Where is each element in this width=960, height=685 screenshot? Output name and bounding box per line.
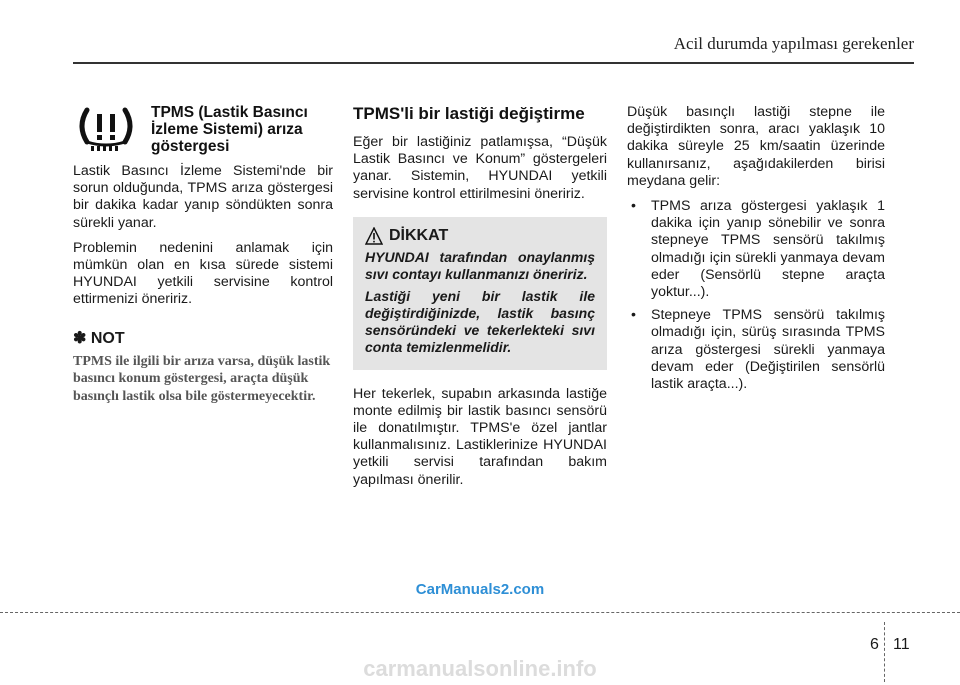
tire-change-paragraph-1: Eğer bir lastiğiniz patlamışsa, “Düşük Lastik Basıncı ve Konum” göstergeleri yanar. Sistemin, HYUNDAI yetkili servisine kontrol ettirilmesini öneririz. xyxy=(353,134,607,202)
tpms-warning-icon xyxy=(73,104,139,152)
column-left xyxy=(73,104,333,405)
caution-box xyxy=(353,217,607,370)
page-number: 11 xyxy=(893,636,910,653)
spare-bullet-list xyxy=(627,198,885,393)
caution-paragraph-2: Lastiği yeni bir lastik ile değiştirdiğinizde, lastik basınç sensöründeki ve tekerlekteki sıvı conta temizlenmelidir. xyxy=(365,288,595,355)
watermark-link[interactable]: CarManuals2.com xyxy=(415,581,545,598)
footer-rule xyxy=(0,612,960,613)
tire-change-title: TPMS'li bir lastiği değiştirme xyxy=(353,104,585,123)
tpms-heading-block xyxy=(73,104,333,155)
header-rule xyxy=(73,62,914,64)
spare-paragraph: Düşük basınçlı lastiği stepne ile değiştirdikten sonra, aracı yaklaşık 10 dakika süreyle 25 km/saatin üzerinde kullanırsanız, aşağıdakilerden birisi meydana gelir: xyxy=(627,104,885,189)
caution-header xyxy=(365,227,595,245)
caution-paragraph-1: HYUNDAI tarafından onaylanmış sıvı contayı kullanmanızı öneririz. xyxy=(365,248,595,282)
bullet-text: TPMS arıza göstergesi yaklaşık 1 dakika için yanıp sönebilir ve sonra stepneye TPMS sensörü takılmış olmadığı için sürekli yanmaya devam eder (Sensörlü stepne araçta yoktur...). xyxy=(651,198,885,301)
bullet-dot: • xyxy=(631,307,636,324)
chapter-number: 6 xyxy=(870,636,879,653)
tire-change-paragraph-2: Her tekerlek, supabın arkasında lastiğe monte edilmiş bir lastik basıncı sensörü ile donatılmıştır. TPMS'e özel jantlar kullanmalısınız. Lastiklerinize HYUNDAI yetkili servisi tarafından bakım yapılması önerilir. xyxy=(353,385,607,488)
list-item xyxy=(627,307,885,393)
tpms-paragraph-2: Problemin nedenini anlamak için mümkün olan en kısa sürede sistemi HYUNDAI yetkili servisine kontrol ettirmenizi öneririz. xyxy=(73,239,333,308)
bullet-dot: • xyxy=(631,198,636,215)
tpms-section-title: TPMS (Lastik Basıncı İzleme Sistemi) arıza göstergesi xyxy=(151,104,308,155)
warning-triangle-icon xyxy=(365,227,383,245)
column-middle xyxy=(353,104,607,489)
bullet-text: Stepneye TPMS sensörü takılmış olmadığı için, sürüş sırasında TPMS arıza göstergesi sürekli yanmaya devam eder (Değiştirilen sensörlü lastik araçta...). xyxy=(651,307,885,393)
list-item xyxy=(627,198,885,301)
column-right xyxy=(627,104,885,393)
header-title: Acil durumda yapılması gerekenler xyxy=(673,34,914,53)
note-text: TPMS ile ilgili bir arıza varsa, düşük lastik basıncı konum göstergesi, araçta düşük basınçlı lastik olsa bile göstermeyecektir. xyxy=(73,353,331,404)
caution-title: DİKKAT xyxy=(389,227,449,245)
bottom-watermark: carmanualsonline.info xyxy=(363,656,597,681)
note-title: ✽ NOT xyxy=(73,329,125,347)
tpms-paragraph-1: Lastik Basıncı İzleme Sistemi'nde bir sorun olduğunda, TPMS arıza göstergesi bir dakika kadar yanıp söndükten sonra sürekli yanar. xyxy=(73,163,333,231)
